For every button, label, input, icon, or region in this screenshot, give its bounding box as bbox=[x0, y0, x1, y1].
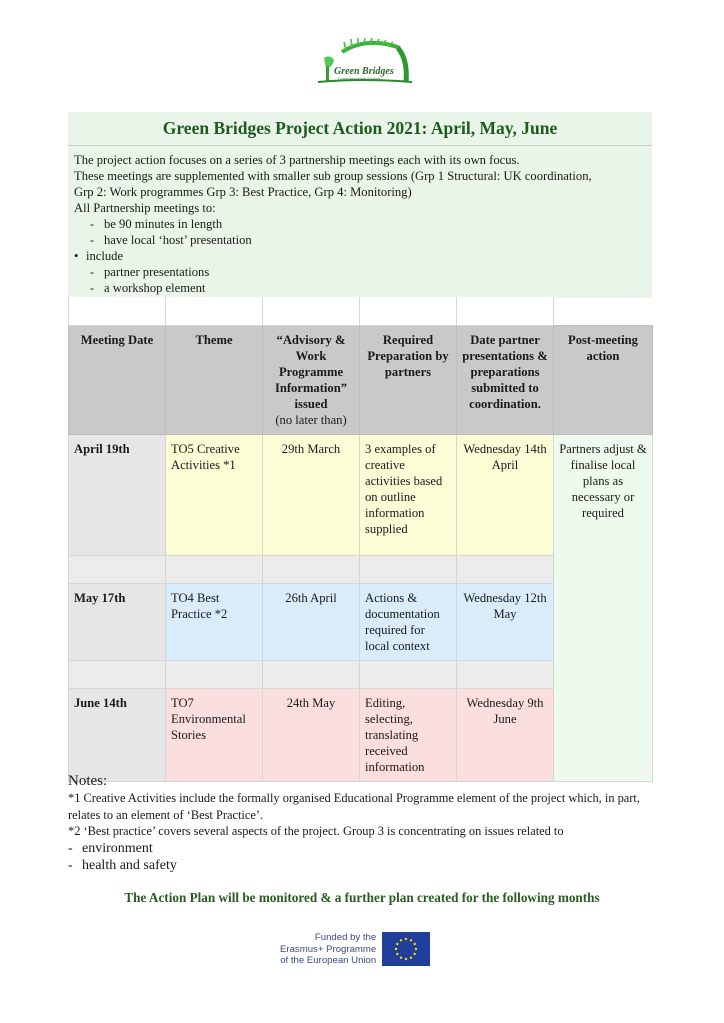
post-action-cell: Partners adjust & finalise local plans as necessary or required bbox=[554, 434, 653, 781]
intro-body bbox=[68, 146, 652, 298]
include-item: - a workshop element bbox=[74, 280, 646, 296]
meeting-date-cell: April 19th bbox=[69, 434, 166, 555]
header-advisory-sub: (no later than) bbox=[275, 412, 347, 427]
header-preparation: Required Preparation by partners bbox=[360, 325, 457, 434]
header-meeting-date: Meeting Date bbox=[69, 325, 166, 434]
theme-cell: TO4 Best Practice *2 bbox=[166, 583, 263, 660]
eu-flag-icon bbox=[382, 932, 430, 966]
empty-cell bbox=[263, 297, 360, 325]
empty-cell bbox=[263, 555, 360, 583]
spacer-row bbox=[69, 297, 653, 325]
empty-cell bbox=[69, 297, 166, 325]
note-2: *2 ‘Best practice’ covers several aspects of the project. Group 3 is concentrating on issues related to bbox=[68, 824, 564, 838]
intro-line: The project action focuses on a series of 3 partnership meetings each with its own focus. bbox=[74, 153, 520, 167]
empty-cell bbox=[457, 297, 554, 325]
header-advisory-label: “Advisory & Work Programme Information” issued bbox=[274, 332, 348, 411]
empty-cell bbox=[457, 660, 554, 688]
theme-cell: TO5 Creative Activities *1 bbox=[166, 434, 263, 555]
eu-text-line: Funded by the bbox=[314, 932, 377, 943]
advisory-cell: 24th May bbox=[263, 688, 360, 781]
note-1: *1 Creative Activities include the formally organised Educational Programme element of the project which, in part, relates to an element of ‘Best Practice’. bbox=[68, 791, 640, 822]
header-submission: Date partner presentations & preparations submitted to coordination. bbox=[457, 325, 554, 434]
preparation-cell: Editing, selecting, translating received information bbox=[360, 688, 457, 781]
eu-text-line: of the European Union bbox=[280, 955, 377, 966]
submission-cell: Wednesday 9th June bbox=[457, 688, 554, 781]
theme-cell: TO7 Environmental Stories bbox=[166, 688, 263, 781]
monitoring-statement: The Action Plan will be monitored & a further plan created for the following months bbox=[124, 890, 600, 905]
page-title: Green Bridges Project Action 2021: April, May, June bbox=[68, 112, 652, 146]
intro-panel bbox=[68, 112, 652, 298]
submission-cell: Wednesday 12th May bbox=[457, 583, 554, 660]
green-bridges-logo-icon bbox=[312, 38, 420, 88]
header-post-action: Post-meeting action bbox=[554, 325, 653, 434]
table-row-april bbox=[69, 434, 653, 555]
note-2-item: - health and safety bbox=[68, 857, 668, 874]
empty-cell bbox=[166, 660, 263, 688]
empty-cell bbox=[360, 660, 457, 688]
requirement-item: - have local ‘host’ presentation bbox=[74, 232, 646, 248]
preparation-cell: 3 examples of creative activities based on outline information supplied bbox=[360, 434, 457, 555]
meeting-date-cell: May 17th bbox=[69, 583, 166, 660]
header-row bbox=[69, 325, 653, 434]
include-label: • include bbox=[74, 248, 646, 264]
notes-section bbox=[68, 772, 668, 874]
requirement-item: - be 90 minutes in length bbox=[74, 216, 646, 232]
empty-cell bbox=[166, 297, 263, 325]
action-plan-table bbox=[68, 297, 653, 782]
include-item: - partner presentations bbox=[74, 264, 646, 280]
green-bridges-logo bbox=[312, 38, 420, 88]
submission-cell: Wednesday 14th April bbox=[457, 434, 554, 555]
advisory-cell: 29th March bbox=[263, 434, 360, 555]
eu-text-line: Erasmus+ Programme bbox=[280, 943, 377, 955]
empty-cell bbox=[360, 297, 457, 325]
eu-funding-text bbox=[280, 932, 376, 967]
empty-cell bbox=[166, 555, 263, 583]
intro-line: Grp 2: Work programmes Grp 3: Best Practice, Grp 4: Monitoring) bbox=[74, 185, 412, 199]
svg-text:Green Bridges: Green Bridges bbox=[334, 66, 394, 77]
intro-line: These meetings are supplemented with smaller sub group sessions (Grp 1 Structural: UK coordination, bbox=[74, 169, 592, 183]
svg-text:Connecting people & nature: Connecting people & nature bbox=[338, 77, 381, 81]
notes-title: Notes: bbox=[68, 773, 108, 789]
intro-line: All Partnership meetings to: bbox=[74, 201, 216, 215]
empty-cell bbox=[457, 555, 554, 583]
note-2-item: - environment bbox=[68, 840, 668, 857]
empty-cell bbox=[69, 555, 166, 583]
empty-cell bbox=[263, 660, 360, 688]
header-theme: Theme bbox=[166, 325, 263, 434]
advisory-cell: 26th April bbox=[263, 583, 360, 660]
eu-funding-badge bbox=[280, 932, 430, 967]
header-advisory bbox=[263, 325, 360, 434]
empty-cell bbox=[554, 297, 653, 325]
meeting-date-cell: June 14th bbox=[69, 688, 166, 781]
empty-cell bbox=[69, 660, 166, 688]
empty-cell bbox=[360, 555, 457, 583]
preparation-cell: Actions & documentation required for local context bbox=[360, 583, 457, 660]
